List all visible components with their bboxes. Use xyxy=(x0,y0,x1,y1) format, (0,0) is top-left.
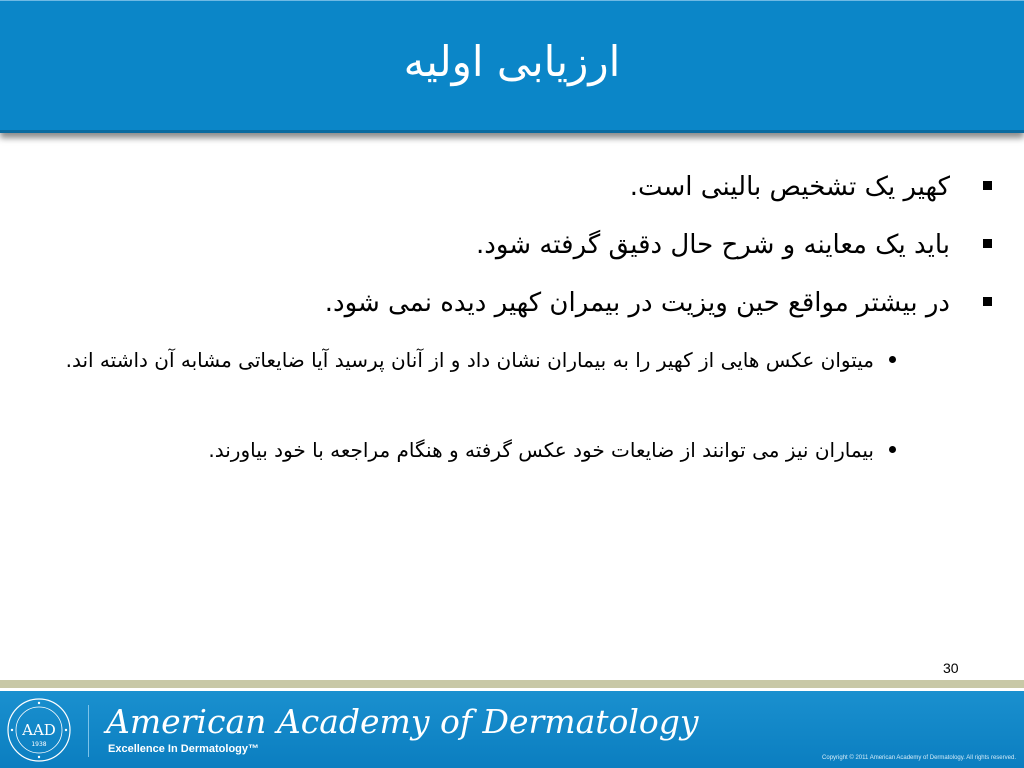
sub-bullet-text: میتوان عکس هایی از کهیر را به بیماران نشان داد و از آنان پرسید آیا ضایعاتی مشابه آن داشته اند. xyxy=(65,348,874,372)
page-number: 30 xyxy=(943,660,959,676)
square-bullet-icon xyxy=(983,239,992,248)
footer-bar xyxy=(0,691,1024,768)
organization-name: American Academy of Dermatology xyxy=(106,702,699,741)
tagline: Excellence In Dermatology™ xyxy=(108,743,259,755)
square-bullet-icon xyxy=(983,181,992,190)
round-bullet-icon xyxy=(889,446,896,453)
sub-bullet-text: بیماران نیز می توانند از ضایعات خود عکس گرفته و هنگام مراجعه با خود بیاورند. xyxy=(208,438,874,462)
bullet-text: کهیر یک تشخیص بالینی است. xyxy=(629,172,950,202)
square-bullet-icon xyxy=(983,297,992,306)
logo-separator xyxy=(88,705,89,757)
logo-year: 1938 xyxy=(31,741,47,748)
round-bullet-icon xyxy=(889,356,896,363)
aad-seal-logo xyxy=(6,697,72,763)
slide-title: ارزیابی اولیه xyxy=(403,37,621,86)
bullet-text: در بیشتر مواقع حین ویزیت در بیمران کهیر دیده نمی شود. xyxy=(324,288,950,318)
bullet-text: باید یک معاینه و شرح حال دقیق گرفته شود. xyxy=(476,230,950,260)
title-bar xyxy=(0,0,1024,133)
copyright-notice: Copyright © 2011 American Academy of Dermatology. All rights reserved. xyxy=(822,755,1016,761)
logo-text: AAD xyxy=(22,721,56,739)
footer-stripe xyxy=(0,680,1024,688)
